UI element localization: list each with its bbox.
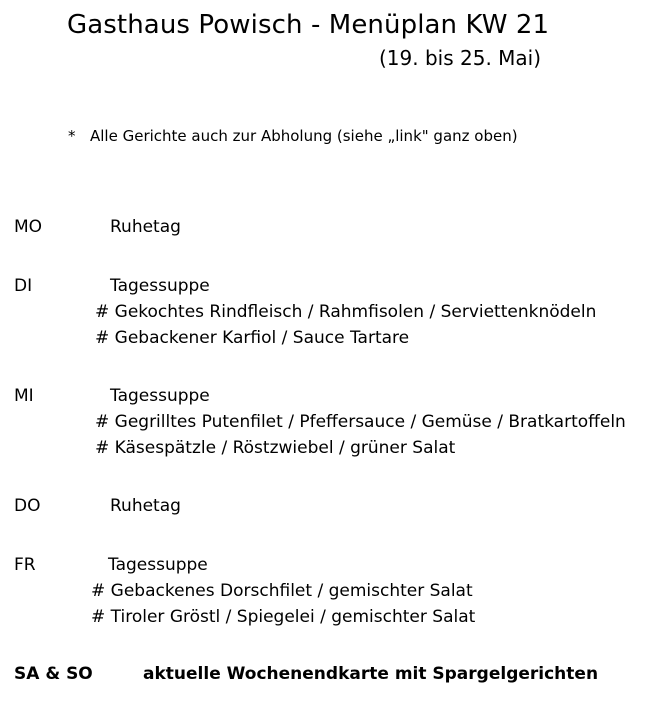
mi-dish-2: # Käsespätzle / Röstzwiebel / grüner Salat: [95, 438, 456, 458]
weekend-menu: aktuelle Wochenendkarte mit Spargelgerichten: [143, 664, 599, 684]
di-dish-1: # Gekochtes Rindfleisch / Rahmfisolen / Serviettenknödeln: [95, 302, 597, 322]
mo-closed: Ruhetag: [110, 217, 181, 237]
asterisk-icon: *: [68, 127, 76, 145]
pickup-note: [68, 127, 518, 145]
di-soup: Tagessuppe: [110, 276, 210, 296]
di-dish-2: # Gebackener Karfiol / Sauce Tartare: [95, 328, 410, 348]
pickup-note-text: Alle Gerichte auch zur Abholung (siehe „link" ganz oben): [90, 127, 518, 145]
day-label-di: DI: [14, 276, 33, 296]
day-label-mi: MI: [14, 386, 34, 406]
mi-dish-1: # Gegrilltes Putenfilet / Pfeffersauce / Gemüse / Bratkartoffeln: [95, 412, 626, 432]
day-label-weekend: SA & SO: [14, 664, 93, 684]
do-closed: Ruhetag: [110, 496, 181, 516]
fr-dish-1: # Gebackenes Dorschfilet / gemischter Salat: [91, 581, 473, 601]
day-label-fr: FR: [14, 555, 36, 575]
date-range: (19. bis 25. Mai): [379, 46, 542, 70]
page-title: Gasthaus Powisch - Menüplan KW 21: [67, 10, 550, 40]
fr-soup: Tagessuppe: [108, 555, 208, 575]
fr-dish-2: # Tiroler Gröstl / Spiegelei / gemischter Salat: [91, 607, 476, 627]
mi-soup: Tagessuppe: [110, 386, 210, 406]
day-label-mo: MO: [14, 217, 43, 237]
day-label-do: DO: [14, 496, 41, 516]
